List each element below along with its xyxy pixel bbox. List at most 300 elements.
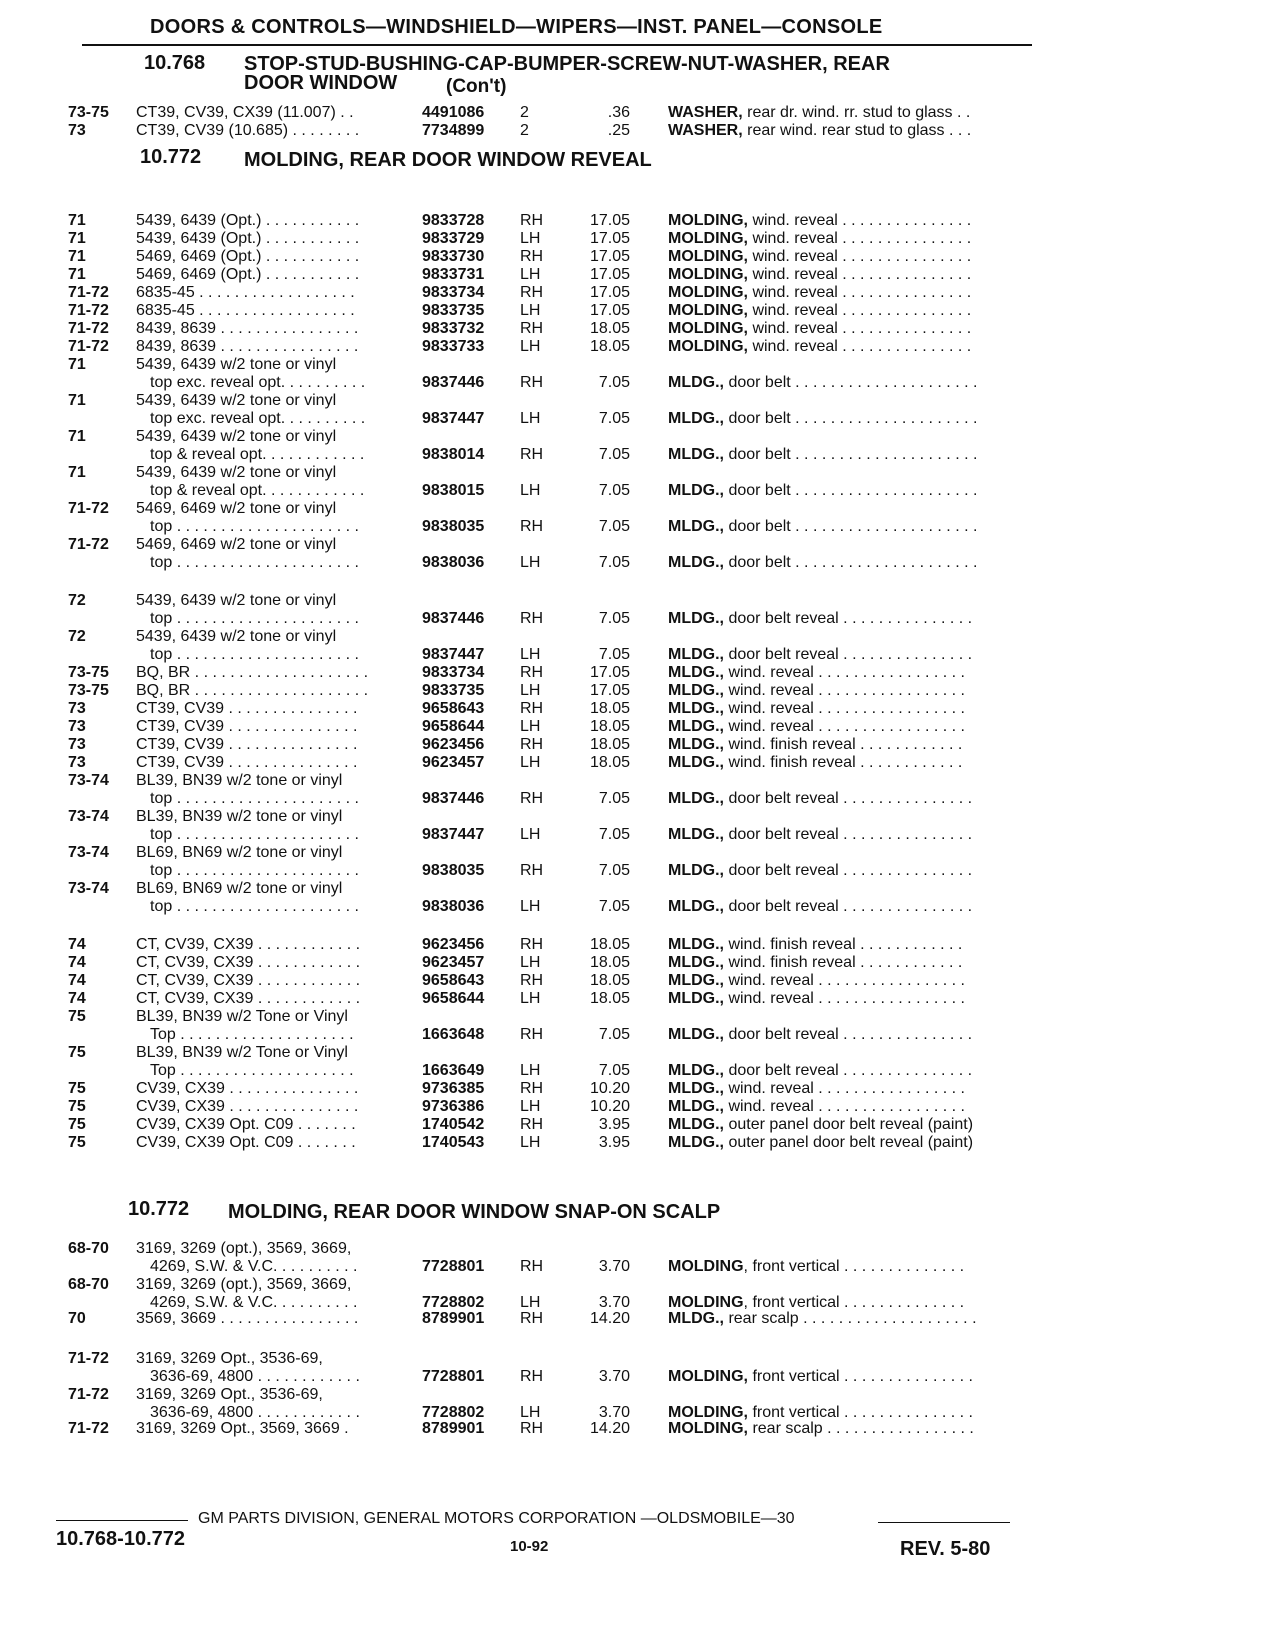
model-list: 5439, 6439 (Opt.) . . . . . . . . . . . — [136, 230, 360, 247]
model-year: 72 — [68, 592, 86, 609]
model-list: 8439, 8639 . . . . . . . . . . . . . . . . — [136, 320, 359, 337]
part-description — [668, 338, 1030, 356]
part-number: 1740542 — [422, 1116, 485, 1133]
model-list: CT, CV39, CX39 . . . . . . . . . . . . — [136, 972, 361, 989]
footer-rule-left — [56, 1520, 188, 1521]
description-text: wind. finish reveal . . . . . . . . . . . . — [724, 936, 963, 953]
price: 18.05 — [589, 736, 630, 753]
description-text: wind. reveal . . . . . . . . . . . . . . . . . — [724, 700, 965, 717]
description-keyword: MLDG., — [668, 664, 724, 681]
table-row — [0, 464, 1280, 502]
part-description — [668, 320, 1030, 338]
price: 10.20 — [589, 1080, 630, 1097]
model-list: BL39, BN39 w/2 Tone or Vinyl — [136, 1044, 348, 1061]
description-keyword: MLDG., — [668, 972, 724, 989]
part-description — [668, 284, 1030, 302]
description-keyword: MLDG., — [668, 1116, 724, 1133]
section-title-line2: DOOR WINDOW — [244, 72, 398, 94]
part-description — [668, 610, 1030, 628]
quantity-or-side: LH — [520, 1294, 541, 1311]
price: 10.20 — [589, 1098, 630, 1115]
model-list: 5439, 6439 w/2 tone or vinyl — [136, 356, 337, 373]
part-number: 9838014 — [422, 446, 485, 463]
model-list-cont: top . . . . . . . . . . . . . . . . . . . . . — [150, 518, 359, 535]
model-list: CT39, CV39 . . . . . . . . . . . . . . . — [136, 718, 358, 735]
part-number: 9837447 — [422, 410, 485, 427]
part-number: 9658644 — [422, 990, 485, 1007]
model-year: 73-74 — [68, 844, 109, 861]
price: 7.05 — [598, 1062, 630, 1079]
description-keyword: MLDG., — [668, 482, 724, 499]
description-text: door belt . . . . . . . . . . . . . . . . . . . . . — [724, 374, 978, 391]
quantity-or-side: RH — [520, 972, 544, 989]
description-keyword: MLDG., — [668, 1080, 724, 1097]
model-year: 71 — [68, 392, 86, 409]
part-description — [668, 990, 1030, 1008]
part-number: 9623457 — [422, 954, 485, 971]
part-number: 1740543 — [422, 1134, 485, 1151]
table-row — [0, 880, 1280, 918]
model-year: 73-75 — [68, 104, 109, 121]
description-text: door belt . . . . . . . . . . . . . . . . . . . . . — [724, 482, 978, 499]
description-keyword: MLDG., — [668, 410, 724, 427]
model-year: 75 — [68, 1134, 86, 1151]
description-text: front vertical . . . . . . . . . . . . . . . — [748, 1368, 973, 1385]
description-keyword: MOLDING — [668, 1258, 744, 1275]
description-text: outer panel door belt reveal (paint) — [724, 1134, 974, 1151]
price: 14.20 — [589, 1420, 630, 1437]
model-list: BL39, BN39 w/2 tone or vinyl — [136, 772, 343, 789]
price: 17.05 — [589, 248, 630, 265]
part-description — [668, 736, 1030, 754]
model-list-cont: top & reveal opt. . . . . . . . . . . . — [150, 446, 365, 463]
model-year: 74 — [68, 954, 86, 971]
description-keyword: MLDG., — [668, 554, 724, 571]
description-keyword: MLDG., — [668, 682, 724, 699]
part-description — [668, 700, 1030, 718]
price: 3.70 — [598, 1258, 630, 1275]
price: 17.05 — [589, 302, 630, 319]
model-list: 3169, 3269 Opt., 3536-69, — [136, 1350, 323, 1367]
quantity-or-side: RH — [520, 790, 544, 807]
part-description — [668, 954, 1030, 972]
description-text: wind. reveal . . . . . . . . . . . . . . . — [748, 230, 972, 247]
model-list-cont: 3636-69, 4800 . . . . . . . . . . . . — [150, 1404, 360, 1421]
model-year: 73-75 — [68, 664, 109, 681]
part-description — [668, 862, 1030, 880]
quantity-or-side: LH — [520, 718, 541, 735]
model-year: 71 — [68, 266, 86, 283]
part-description — [668, 482, 1030, 500]
model-year: 71-72 — [68, 320, 109, 337]
model-year: 71-72 — [68, 302, 109, 319]
model-list-cont: top exc. reveal opt. . . . . . . . . . — [150, 410, 366, 427]
part-number: 9833729 — [422, 230, 485, 247]
quantity-or-side: LH — [520, 754, 541, 771]
price: 7.05 — [598, 862, 630, 879]
description-keyword: MLDG., — [668, 700, 724, 717]
quantity-or-side: RH — [520, 1116, 544, 1133]
part-description — [668, 646, 1030, 664]
model-year: 75 — [68, 1008, 86, 1025]
model-year: 75 — [68, 1080, 86, 1097]
description-text: front vertical . . . . . . . . . . . . . . . — [748, 1404, 973, 1421]
description-keyword: MLDG., — [668, 718, 724, 735]
model-list: 5439, 6439 w/2 tone or vinyl — [136, 628, 337, 645]
description-keyword: MOLDING, — [668, 266, 748, 283]
model-list: 5439, 6439 w/2 tone or vinyl — [136, 428, 337, 445]
price: 7.05 — [598, 446, 630, 463]
model-list: BQ, BR . . . . . . . . . . . . . . . . . . . . — [136, 664, 369, 681]
part-description — [668, 122, 1030, 140]
quantity-or-side: 2 — [520, 122, 529, 139]
model-list: CT39, CV39 (10.685) . . . . . . . . — [136, 122, 360, 139]
description-text: wind. reveal . . . . . . . . . . . . . . . — [748, 266, 972, 283]
model-year: 73-74 — [68, 808, 109, 825]
price: 3.70 — [598, 1368, 630, 1385]
price: 17.05 — [589, 284, 630, 301]
quantity-or-side: RH — [520, 1420, 544, 1437]
price: 3.70 — [598, 1404, 630, 1421]
description-text: , front vertical . . . . . . . . . . . . . . — [743, 1258, 965, 1275]
description-text: , front vertical . . . . . . . . . . . . . . — [743, 1294, 965, 1311]
model-year: 75 — [68, 1098, 86, 1115]
model-list: 3169, 3269 (opt.), 3569, 3669, — [136, 1276, 352, 1293]
quantity-or-side: RH — [520, 664, 544, 681]
model-list: 5469, 6469 (Opt.) . . . . . . . . . . . — [136, 248, 360, 265]
description-text: wind. finish reveal . . . . . . . . . . . . — [724, 754, 963, 771]
part-description — [668, 972, 1030, 990]
description-keyword: MLDG., — [668, 446, 724, 463]
part-description — [668, 1116, 1030, 1134]
description-keyword: MOLDING, — [668, 320, 748, 337]
part-number: 8789901 — [422, 1420, 485, 1437]
price: 7.05 — [598, 482, 630, 499]
model-year: 72 — [68, 628, 86, 645]
part-number: 9837446 — [422, 610, 485, 627]
table-row — [0, 772, 1280, 810]
part-description — [668, 682, 1030, 700]
model-year: 73 — [68, 700, 86, 717]
model-list-cont: 3636-69, 4800 . . . . . . . . . . . . — [150, 1368, 360, 1385]
part-description — [668, 266, 1030, 284]
description-text: wind. reveal . . . . . . . . . . . . . . . . . — [724, 1080, 965, 1097]
section-title: MOLDING, REAR DOOR WINDOW REVEAL — [244, 149, 652, 171]
description-keyword: MLDG., — [668, 1026, 724, 1043]
part-number: 9838015 — [422, 482, 485, 499]
part-description — [668, 1098, 1030, 1116]
description-text: wind. reveal . . . . . . . . . . . . . . . — [748, 212, 972, 229]
quantity-or-side: RH — [520, 862, 544, 879]
part-description — [668, 718, 1030, 736]
description-text: wind. reveal . . . . . . . . . . . . . . . . . — [724, 990, 965, 1007]
description-keyword: MLDG., — [668, 736, 724, 753]
description-keyword: WASHER, — [668, 104, 743, 121]
part-number: 9838036 — [422, 554, 485, 571]
price: .25 — [607, 122, 630, 139]
model-year: 73-75 — [68, 682, 109, 699]
price: 14.20 — [589, 1310, 630, 1327]
quantity-or-side: RH — [520, 1080, 544, 1097]
description-keyword: MOLDING, — [668, 302, 748, 319]
model-year: 71-72 — [68, 1350, 109, 1367]
table-row — [0, 356, 1280, 394]
part-number: 7728802 — [422, 1294, 485, 1311]
description-text: wind. reveal . . . . . . . . . . . . . . . . . — [724, 718, 965, 735]
part-description — [668, 374, 1030, 392]
model-year: 71-72 — [68, 284, 109, 301]
description-text: wind. reveal . . . . . . . . . . . . . . . . . — [724, 682, 965, 699]
description-keyword: MLDG., — [668, 898, 724, 915]
model-year: 71-72 — [68, 536, 109, 553]
part-description — [668, 1026, 1030, 1044]
part-number: 9736386 — [422, 1098, 485, 1115]
part-description — [668, 230, 1030, 248]
quantity-or-side: RH — [520, 1368, 544, 1385]
model-list: 3569, 3669 . . . . . . . . . . . . . . . . — [136, 1310, 359, 1327]
part-number: 7728801 — [422, 1368, 485, 1385]
description-text: wind. reveal . . . . . . . . . . . . . . . — [748, 248, 972, 265]
part-description — [668, 410, 1030, 428]
part-description — [668, 826, 1030, 844]
quantity-or-side: LH — [520, 826, 541, 843]
table-row — [0, 392, 1280, 430]
description-keyword: MOLDING, — [668, 248, 748, 265]
part-number: 1663648 — [422, 1026, 485, 1043]
part-description — [668, 1080, 1030, 1098]
footer-publisher: GM PARTS DIVISION, GENERAL MOTORS CORPORATION —OLDSMOBILE—30 — [198, 1510, 795, 1527]
price: 18.05 — [589, 754, 630, 771]
description-keyword: MOLDING, — [668, 212, 748, 229]
price: 18.05 — [589, 700, 630, 717]
part-number: 9658643 — [422, 700, 485, 717]
price: 18.05 — [589, 936, 630, 953]
description-keyword: MLDG., — [668, 518, 724, 535]
quantity-or-side: RH — [520, 1258, 544, 1275]
price: 18.05 — [589, 954, 630, 971]
part-description — [668, 1258, 1030, 1276]
description-keyword: MLDG., — [668, 826, 724, 843]
model-year: 68-70 — [68, 1240, 109, 1257]
part-number: 9833732 — [422, 320, 485, 337]
quantity-or-side: LH — [520, 1098, 541, 1115]
quantity-or-side: LH — [520, 482, 541, 499]
part-number: 9837446 — [422, 374, 485, 391]
model-year: 74 — [68, 936, 86, 953]
description-keyword: MLDG., — [668, 862, 724, 879]
model-list-cont: top . . . . . . . . . . . . . . . . . . . . . — [150, 610, 359, 627]
model-year: 73-74 — [68, 772, 109, 789]
part-number: 9623456 — [422, 936, 485, 953]
table-row — [0, 1240, 1280, 1278]
price: 7.05 — [598, 826, 630, 843]
model-list-cont: top . . . . . . . . . . . . . . . . . . . . . — [150, 790, 359, 807]
model-list: BL39, BN39 w/2 tone or vinyl — [136, 808, 343, 825]
model-list-cont: Top . . . . . . . . . . . . . . . . . . . . — [150, 1026, 354, 1043]
price: 3.95 — [598, 1116, 630, 1133]
model-list: 5439, 6439 w/2 tone or vinyl — [136, 464, 337, 481]
description-keyword: MOLDING, — [668, 1404, 748, 1421]
part-description — [668, 790, 1030, 808]
part-description — [668, 302, 1030, 320]
model-list-cont: top . . . . . . . . . . . . . . . . . . . . . — [150, 898, 359, 915]
quantity-or-side: LH — [520, 682, 541, 699]
part-number: 9838035 — [422, 862, 485, 879]
model-year: 75 — [68, 1116, 86, 1133]
footer-page-number: 10-92 — [510, 1538, 549, 1555]
price: 17.05 — [589, 212, 630, 229]
table-row — [0, 1008, 1280, 1046]
part-description — [668, 104, 1030, 122]
quantity-or-side: RH — [520, 936, 544, 953]
model-list: 5439, 6439 w/2 tone or vinyl — [136, 392, 337, 409]
price: 7.05 — [598, 898, 630, 915]
description-text: door belt . . . . . . . . . . . . . . . . . . . . . — [724, 554, 978, 571]
table-row — [0, 1310, 1280, 1348]
description-keyword: WASHER, — [668, 122, 743, 139]
model-list: CT39, CV39 . . . . . . . . . . . . . . . — [136, 700, 358, 717]
quantity-or-side: RH — [520, 446, 544, 463]
part-description — [668, 212, 1030, 230]
model-list: 8439, 8639 . . . . . . . . . . . . . . . . — [136, 338, 359, 355]
part-number: 7728801 — [422, 1258, 485, 1275]
part-description — [668, 936, 1030, 954]
model-list: BQ, BR . . . . . . . . . . . . . . . . . . . . — [136, 682, 369, 699]
model-list: CT39, CV39 . . . . . . . . . . . . . . . — [136, 736, 358, 753]
model-list-cont: top & reveal opt. . . . . . . . . . . . — [150, 482, 365, 499]
table-row — [0, 500, 1280, 538]
model-list: CV39, CX39 . . . . . . . . . . . . . . . — [136, 1098, 359, 1115]
section-number: 10.772 — [140, 146, 202, 168]
model-year: 71-72 — [68, 1420, 109, 1437]
description-keyword: MLDG., — [668, 954, 724, 971]
model-year: 71-72 — [68, 338, 109, 355]
model-list: BL69, BN69 w/2 tone or vinyl — [136, 880, 343, 897]
continued-label: (Con't) — [446, 76, 507, 97]
price: 7.05 — [598, 646, 630, 663]
part-number: 9833733 — [422, 338, 485, 355]
model-list-cont: 4269, S.W. & V.C. . . . . . . . . . — [150, 1294, 358, 1311]
model-list-cont: top exc. reveal opt. . . . . . . . . . — [150, 374, 366, 391]
quantity-or-side: RH — [520, 212, 544, 229]
model-list: CV39, CX39 Opt. C09 . . . . . . . — [136, 1116, 356, 1133]
model-list-cont: 4269, S.W. & V.C. . . . . . . . . . — [150, 1258, 358, 1275]
part-number: 7734899 — [422, 122, 485, 139]
description-text: rear dr. wind. rr. stud to glass . . — [742, 104, 971, 121]
header-rule — [82, 44, 1032, 46]
quantity-or-side: LH — [520, 990, 541, 1007]
description-text: door belt reveal . . . . . . . . . . . . . . . — [724, 826, 973, 843]
model-year: 73 — [68, 122, 86, 139]
model-list-cont: Top . . . . . . . . . . . . . . . . . . . . — [150, 1062, 354, 1079]
part-number: 9838036 — [422, 898, 485, 915]
description-text: door belt . . . . . . . . . . . . . . . . . . . . . — [724, 518, 978, 535]
description-text: door belt reveal . . . . . . . . . . . . . . . — [724, 646, 973, 663]
part-number: 7728802 — [422, 1404, 485, 1421]
price: 17.05 — [589, 664, 630, 681]
part-description — [668, 664, 1030, 682]
description-keyword: MLDG., — [668, 790, 724, 807]
description-text: door belt reveal . . . . . . . . . . . . . . . — [724, 1062, 973, 1079]
model-list: CT, CV39, CX39 . . . . . . . . . . . . — [136, 954, 361, 971]
model-year: 71 — [68, 212, 86, 229]
description-text: wind. reveal . . . . . . . . . . . . . . . — [748, 284, 972, 301]
description-keyword: MLDG., — [668, 646, 724, 663]
part-number: 4491086 — [422, 104, 485, 121]
part-description — [668, 1368, 1030, 1386]
price: 7.05 — [598, 610, 630, 627]
description-text: wind. reveal . . . . . . . . . . . . . . . — [748, 338, 972, 355]
price: 17.05 — [589, 230, 630, 247]
model-year: 71 — [68, 356, 86, 373]
description-text: rear scalp . . . . . . . . . . . . . . . . . . . . — [724, 1310, 977, 1327]
model-list: 6835-45 . . . . . . . . . . . . . . . . . . — [136, 284, 355, 301]
model-year: 68-70 — [68, 1276, 109, 1293]
part-description — [668, 1134, 1030, 1152]
description-text: door belt reveal . . . . . . . . . . . . . . . — [724, 610, 973, 627]
description-text: door belt reveal . . . . . . . . . . . . . . . — [724, 1026, 973, 1043]
price: 7.05 — [598, 410, 630, 427]
description-text: wind. reveal . . . . . . . . . . . . . . . . . — [724, 972, 965, 989]
part-number: 9833728 — [422, 212, 485, 229]
quantity-or-side: RH — [520, 518, 544, 535]
model-list: 6835-45 . . . . . . . . . . . . . . . . . . — [136, 302, 355, 319]
price: 3.95 — [598, 1134, 630, 1151]
model-list-cont: top . . . . . . . . . . . . . . . . . . . . . — [150, 862, 359, 879]
description-text: rear wind. rear stud to glass . . . — [742, 122, 972, 139]
table-row — [0, 536, 1280, 574]
description-keyword: MLDG., — [668, 1310, 724, 1327]
model-year: 73 — [68, 718, 86, 735]
model-list: CT, CV39, CX39 . . . . . . . . . . . . — [136, 990, 361, 1007]
model-list: CT39, CV39, CX39 (11.007) . . — [136, 104, 354, 121]
description-keyword: MOLDING, — [668, 284, 748, 301]
model-year: 71-72 — [68, 1386, 109, 1403]
part-number: 9833735 — [422, 682, 485, 699]
model-list: BL69, BN69 w/2 tone or vinyl — [136, 844, 343, 861]
description-keyword: MLDG., — [668, 1062, 724, 1079]
model-year: 71 — [68, 428, 86, 445]
price: 17.05 — [589, 266, 630, 283]
price: 18.05 — [589, 972, 630, 989]
footer-revision: REV. 5-80 — [900, 1538, 991, 1560]
table-row — [0, 1386, 1280, 1424]
table-row — [0, 808, 1280, 846]
price: 18.05 — [589, 320, 630, 337]
footer-rule-right — [878, 1522, 1010, 1523]
model-list-cont: top . . . . . . . . . . . . . . . . . . . . . — [150, 826, 359, 843]
quantity-or-side: RH — [520, 736, 544, 753]
part-description — [668, 1062, 1030, 1080]
table-row — [0, 1350, 1280, 1388]
quantity-or-side: LH — [520, 1134, 541, 1151]
price: 7.05 — [598, 790, 630, 807]
description-keyword: MOLDING, — [668, 1368, 748, 1385]
model-year: 75 — [68, 1044, 86, 1061]
table-row — [0, 428, 1280, 466]
model-year: 70 — [68, 1310, 86, 1327]
table-row — [0, 1276, 1280, 1314]
price: 7.05 — [598, 554, 630, 571]
description-text: door belt . . . . . . . . . . . . . . . . . . . . . — [724, 446, 978, 463]
part-number: 9623457 — [422, 754, 485, 771]
quantity-or-side: LH — [520, 230, 541, 247]
table-row — [0, 628, 1280, 666]
part-number: 9833731 — [422, 266, 485, 283]
part-number: 9837446 — [422, 790, 485, 807]
model-year: 74 — [68, 990, 86, 1007]
price: 3.70 — [598, 1294, 630, 1311]
